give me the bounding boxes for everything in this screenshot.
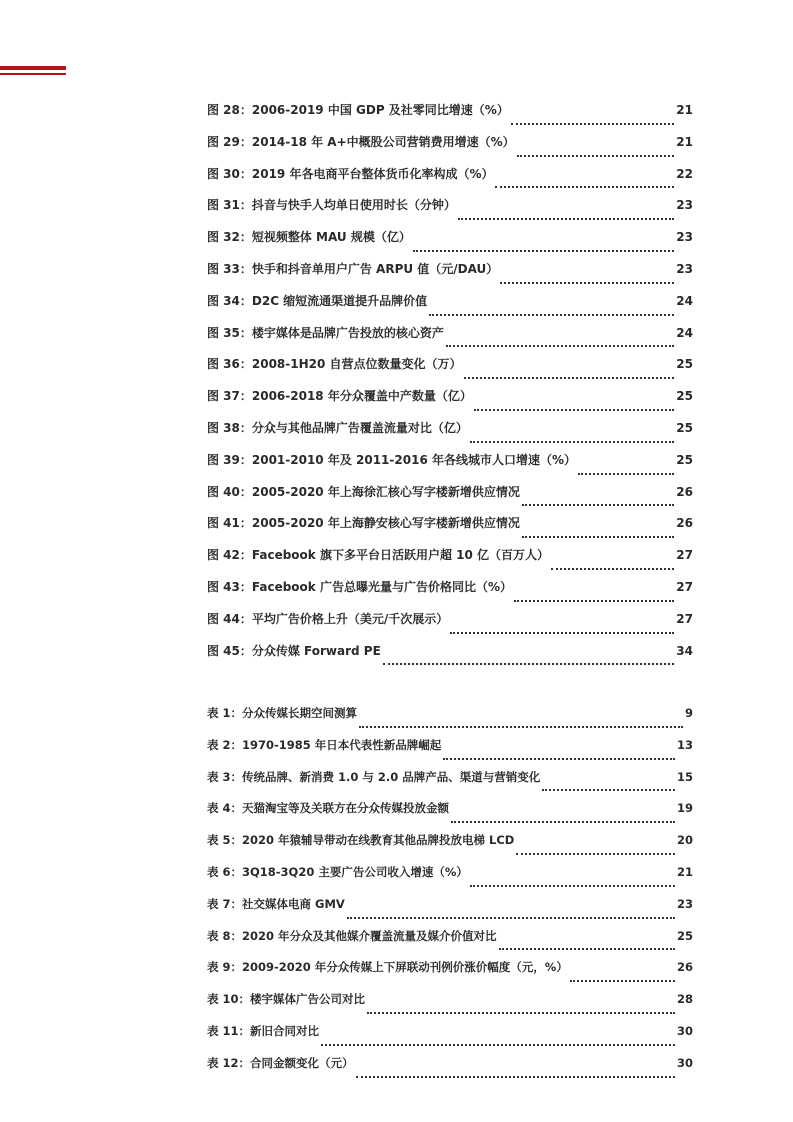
toc-entry-figure[interactable] — [207, 260, 693, 292]
dot-leader — [356, 1066, 675, 1078]
dot-leader — [446, 335, 674, 347]
toc-entry-label: 表 4：天猫淘宝等及关联方在分众传媒投放金额 — [207, 801, 450, 816]
toc-entry-label: 表 2：1970-1985 年日本代表性新品牌崛起 — [207, 737, 442, 752]
toc-entry-label: 图 43：Facebook 广告总曝光量与广告价格同比（%） — [207, 579, 512, 594]
toc-entry-page: 21 — [676, 134, 693, 149]
toc-entry-page: 20 — [676, 833, 693, 848]
toc-entry-figure[interactable] — [207, 324, 693, 356]
toc-entry-label: 图 35：楼宇媒体是品牌广告投放的核心资产 — [207, 325, 444, 340]
toc-entry-label: 表 8：2020 年分众及其他媒介覆盖流量及媒介价值对比 — [207, 928, 497, 943]
dot-leader — [570, 970, 675, 982]
toc-entry-page: 25 — [676, 452, 693, 467]
toc-entry-page: 27 — [676, 579, 693, 594]
toc-entry-figure[interactable] — [207, 546, 693, 578]
toc-entry-table[interactable] — [207, 895, 693, 927]
toc-entry-page: 21 — [676, 864, 693, 879]
toc-entry-table[interactable] — [207, 927, 693, 959]
toc-entry-label: 图 39：2001-2010 年及 2011-2016 年各线城市人口增速（%） — [207, 452, 576, 467]
toc-entry-label: 图 37：2006-2018 年分众覆盖中产数量（亿） — [207, 389, 472, 404]
dot-leader — [522, 494, 674, 506]
toc-entry-table[interactable] — [207, 1022, 693, 1054]
toc-entry-figure[interactable] — [207, 355, 693, 387]
toc-entry-label: 图 38：分众与其他品牌广告覆盖流量对比（亿） — [207, 420, 468, 435]
dot-leader — [551, 558, 674, 570]
dot-leader — [443, 748, 675, 760]
toc-entry-page: 22 — [676, 166, 693, 181]
toc-entry-page: 23 — [676, 198, 693, 213]
dot-leader — [578, 463, 674, 475]
toc-entry-label: 图 31：抖音与快手人均单日使用时长（分钟） — [207, 198, 456, 213]
toc-entry-label: 表 1：分众传媒长期空间测算 — [207, 706, 358, 720]
toc-entry-label: 图 30：2019 年各电商平台整体货币化率构成（%） — [207, 166, 494, 181]
dot-leader — [511, 113, 674, 125]
toc-entry-figure[interactable] — [207, 451, 693, 483]
toc-entry-figure[interactable] — [207, 292, 693, 324]
dot-leader — [321, 1034, 675, 1046]
dot-leader — [499, 938, 675, 950]
toc-entry-page: 23 — [676, 896, 693, 911]
toc-entry-page: 26 — [676, 484, 693, 499]
toc-entry-page: 25 — [676, 928, 693, 943]
dot-leader — [413, 240, 674, 252]
toc-entry-page: 21 — [676, 103, 693, 117]
toc-entry-page: 30 — [676, 1055, 693, 1070]
dot-leader — [500, 272, 674, 284]
toc-entry-figure[interactable] — [207, 610, 693, 642]
toc-entry-page: 23 — [676, 261, 693, 276]
dot-leader — [495, 176, 674, 188]
toc-entry-page: 13 — [676, 737, 693, 752]
dot-leader — [542, 779, 675, 791]
toc-entry-figure[interactable] — [207, 101, 693, 133]
dot-leader — [464, 367, 675, 379]
toc-entry-label: 图 45：分众传媒 Forward PE — [207, 643, 381, 658]
toc-entry-figure[interactable] — [207, 642, 693, 674]
toc-entry-figure[interactable] — [207, 419, 693, 451]
toc-entry-page: 25 — [676, 389, 693, 404]
toc-entry-label: 图 41：2005-2020 年上海静安核心写字楼新增供应情况 — [207, 516, 520, 531]
toc-entry-label: 表 12：合同金额变化（元） — [207, 1055, 354, 1070]
toc-entry-label: 表 3：传统品牌、新消费 1.0 与 2.0 品牌产品、渠道与营销变化 — [207, 769, 541, 784]
header-accent-bar — [0, 66, 66, 70]
toc-entry-page: 26 — [676, 960, 693, 975]
dot-leader — [359, 716, 683, 728]
toc-entry-figure[interactable] — [207, 578, 693, 610]
dot-leader — [474, 399, 674, 411]
dot-leader — [450, 622, 674, 634]
toc-entry-page: 25 — [676, 420, 693, 435]
dot-leader — [470, 875, 675, 887]
toc-entry-label: 表 5：2020 年猿辅导带动在线教育其他品牌投放电梯 LCD — [207, 833, 515, 848]
toc-entry-page: 24 — [676, 325, 693, 340]
toc-entry-table[interactable] — [207, 863, 693, 895]
toc-entry-label: 图 42：Facebook 旗下多平台日活跃用户超 10 亿（百万人） — [207, 548, 550, 563]
toc-entry-page: 27 — [676, 611, 693, 626]
dot-leader — [367, 1002, 675, 1014]
toc-entry-label: 表 7：社交媒体电商 GMV — [207, 896, 345, 911]
toc-entry-label: 图 34：D2C 缩短流通渠道提升品牌价值 — [207, 293, 428, 308]
toc-entry-page: 23 — [676, 230, 693, 245]
toc-entry-figure[interactable] — [207, 514, 693, 546]
toc-entry-figure[interactable] — [207, 133, 693, 165]
toc-entry-figure[interactable] — [207, 196, 693, 228]
toc-entry-table[interactable] — [207, 799, 693, 831]
dot-leader — [383, 653, 675, 665]
toc-entry-page: 9 — [684, 706, 693, 720]
dot-leader — [451, 811, 675, 823]
dot-leader — [517, 145, 675, 157]
toc-entry-label: 图 33：快手和抖音单用户广告 ARPU 值（元/DAU） — [207, 261, 499, 276]
toc-entry-label: 表 9：2009-2020 年分众传媒上下屏联动刊例价涨价幅度（元，%） — [207, 960, 568, 975]
toc-entry-figure[interactable] — [207, 228, 693, 260]
toc-entry-label: 图 44：平均广告价格上升（美元/千次展示） — [207, 611, 449, 626]
toc-entry-page: 34 — [676, 643, 693, 658]
toc-entry-table[interactable] — [207, 736, 693, 768]
dot-leader — [522, 526, 674, 538]
dot-leader — [429, 304, 674, 316]
toc-entry-figure[interactable] — [207, 165, 693, 197]
dot-leader — [514, 590, 674, 602]
toc-entry-label: 表 10：楼宇媒体广告公司对比 — [207, 992, 366, 1007]
toc-entry-label: 表 11：新旧合同对比 — [207, 1023, 320, 1038]
toc-entry-page: 28 — [676, 992, 693, 1007]
toc-entry-label: 图 40：2005-2020 年上海徐汇核心写字楼新增供应情况 — [207, 484, 520, 499]
toc-entry-table[interactable] — [207, 1054, 693, 1086]
toc-entry-figure[interactable] — [207, 387, 693, 419]
toc-entry-table[interactable] — [207, 768, 693, 800]
toc-entry-table[interactable] — [207, 831, 693, 863]
toc-entry-label: 图 32：短视频整体 MAU 规模（亿） — [207, 230, 411, 245]
toc-entry-label: 图 29：2014-18 年 A+中概股公司营销费用增速（%） — [207, 134, 515, 149]
toc-entry-table[interactable] — [207, 958, 693, 990]
header-accent-line — [0, 73, 66, 75]
toc-entry-page: 30 — [676, 1023, 693, 1038]
toc-entry-label: 图 28：2006-2019 中国 GDP 及社零同比增速（%） — [207, 103, 509, 117]
dot-leader — [470, 431, 674, 443]
toc-entry-label: 表 6：3Q18-3Q20 主要广告公司收入增速（%） — [207, 864, 468, 879]
table-list — [207, 704, 693, 1086]
toc-entry-table[interactable] — [207, 704, 693, 736]
toc-entry-table[interactable] — [207, 990, 693, 1022]
dot-leader — [516, 843, 675, 855]
dot-leader — [347, 907, 675, 919]
toc-entry-figure[interactable] — [207, 483, 693, 515]
toc-entry-page: 25 — [676, 357, 693, 372]
toc-entry-page: 26 — [676, 516, 693, 531]
dot-leader — [458, 208, 674, 220]
toc-entry-page: 24 — [676, 293, 693, 308]
toc-entry-label: 图 36：2008-1H20 自营点位数量变化（万） — [207, 357, 462, 372]
toc-entry-page: 15 — [676, 769, 693, 784]
figure-list — [207, 101, 693, 673]
toc-entry-page: 27 — [676, 548, 693, 563]
toc-entry-page: 19 — [676, 801, 693, 816]
